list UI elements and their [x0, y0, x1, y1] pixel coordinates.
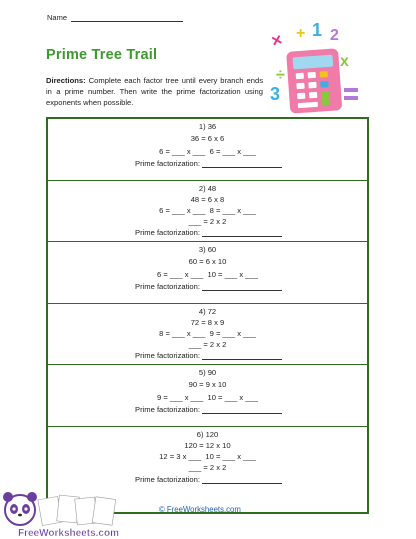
tree-line[interactable]: 6 = ___ x ___ 8 = ___ x ___ [159, 205, 256, 215]
tree-line[interactable]: ___ = 2 x 2 [188, 216, 227, 226]
answer-line[interactable] [202, 159, 282, 168]
prime-factorization-label: Prime factorization: [135, 159, 200, 168]
svg-text:×: × [269, 29, 285, 52]
svg-text:÷: ÷ [276, 67, 285, 84]
svg-text:x: x [340, 53, 349, 70]
prime-factorization-field [135, 405, 282, 414]
problem-number: 1) 36 [198, 122, 217, 131]
prime-factorization-label: Prime factorization: [135, 350, 200, 360]
prime-factorization-label: Prime factorization: [135, 227, 200, 237]
prime-factorization-field [135, 282, 282, 291]
prime-factorization-label: Prime factorization: [135, 282, 200, 291]
problem-4 [48, 304, 367, 366]
name-line[interactable] [71, 12, 183, 22]
svg-text:1: 1 [312, 22, 323, 40]
answer-line[interactable] [202, 282, 282, 291]
tree-line[interactable]: ___ = 2 x 2 [188, 339, 227, 349]
tree-line[interactable]: 6 = ___ x ___ 6 = ___ x ___ [159, 147, 256, 156]
prime-factorization-field [135, 475, 282, 484]
prime-factorization-field [135, 351, 282, 360]
name-field [47, 12, 183, 22]
prime-factorization-field [135, 159, 282, 168]
answer-line[interactable] [202, 475, 282, 484]
tree-line[interactable]: 12 = 3 x ___ 10 = ___ x ___ [159, 451, 256, 461]
directions-text: Complete each factor tree until every branch ends in a prime number. Then write the prime factorization using exponents when possible. [46, 76, 263, 107]
svg-text:+: + [296, 25, 306, 42]
problem-number: 2) 48 [198, 183, 217, 193]
tree-line[interactable]: 8 = ___ x ___ 9 = ___ x ___ [159, 328, 256, 338]
problem-5 [48, 365, 367, 427]
calculator-body [286, 48, 342, 113]
svg-text:2: 2 [330, 27, 339, 44]
worksheet-thumbnails-icon [38, 495, 116, 526]
tree-line: 36 = 6 x 6 [190, 134, 225, 143]
problem-number: 3) 60 [198, 245, 217, 254]
directions-label: Directions: [46, 76, 86, 85]
problem-number: 6) 120 [196, 429, 219, 439]
answer-line[interactable] [202, 405, 282, 414]
tree-line: 72 = 8 x 9 [190, 317, 225, 327]
tree-line: 120 = 12 x 10 [184, 440, 231, 450]
footer-credit-link[interactable]: © FreeWorksheets.com [159, 505, 241, 514]
tree-line[interactable]: 6 = ___ x ___ 10 = ___ x ___ [157, 270, 258, 279]
name-label: Name [47, 13, 68, 22]
tree-line[interactable]: ___ = 2 x 2 [188, 462, 227, 472]
panda-icon [3, 492, 37, 525]
problem-1 [48, 119, 367, 181]
freeworksheets-logo [0, 488, 140, 539]
worksheet-title: Prime Tree Trail [46, 47, 158, 63]
prime-factorization-field [135, 228, 282, 237]
tree-line: 48 = 6 x 8 [190, 194, 225, 204]
problem-grid [46, 117, 369, 514]
tree-line[interactable]: 9 = ___ x ___ 10 = ___ x ___ [157, 393, 258, 402]
problem-2 [48, 181, 367, 243]
tree-line: 90 = 9 x 10 [188, 380, 227, 389]
tree-line: 60 = 6 x 10 [188, 257, 227, 266]
logo-text: FreeWorksheets.com [18, 528, 119, 539]
answer-line[interactable] [202, 228, 282, 237]
problem-number: 5) 90 [198, 368, 217, 377]
problem-3 [48, 242, 367, 304]
svg-text:3: 3 [270, 84, 281, 104]
directions [46, 76, 263, 108]
answer-line[interactable] [202, 351, 282, 360]
problem-number: 4) 72 [198, 306, 217, 316]
prime-factorization-label: Prime factorization: [135, 405, 200, 414]
calculator-illustration [268, 22, 360, 114]
prime-factorization-label: Prime factorization: [135, 474, 200, 484]
